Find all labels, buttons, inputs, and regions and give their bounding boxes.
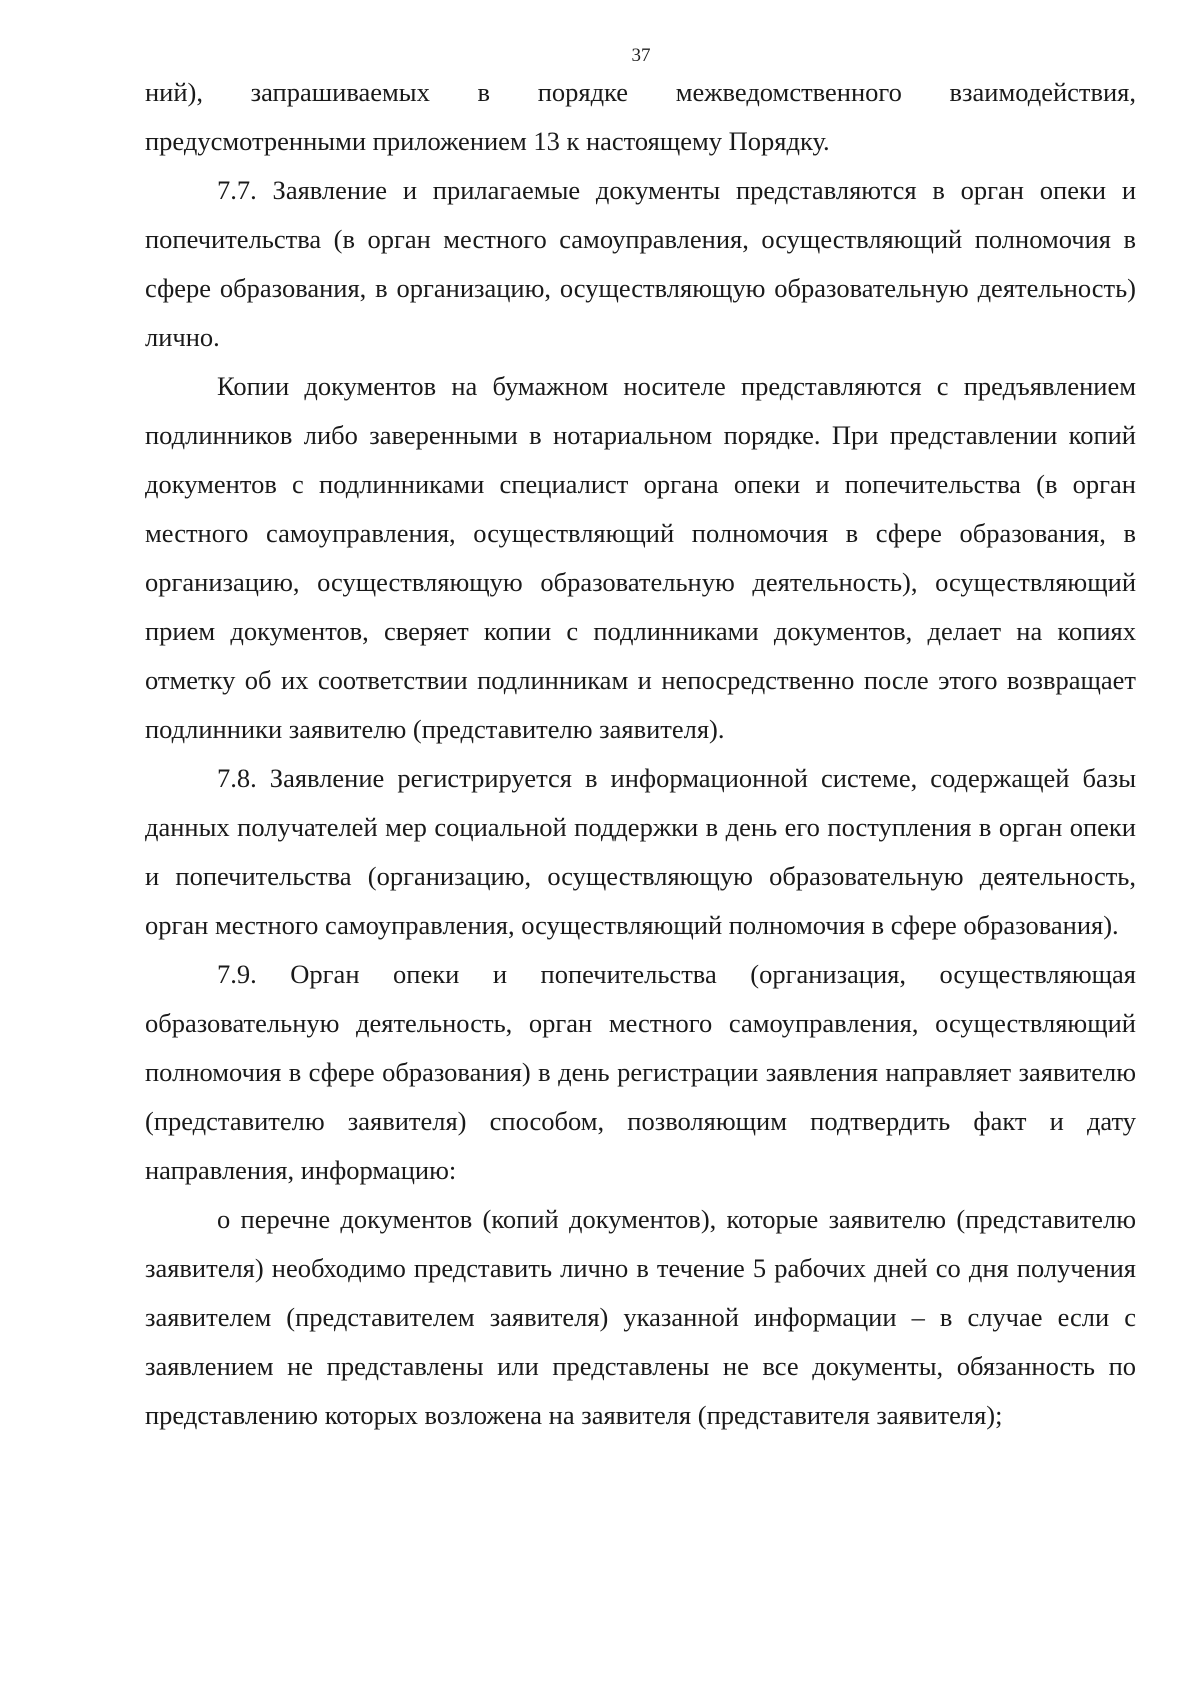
paragraph-document-list: о перечне документов (копий документов), которые заявителю (представителю заявителя) необходимо представить лично в течение 5 рабочих дней со дня получения заявителем (представителем заявителя) указанной информации – в случае если с заявлением не представлены или представлены не все документы, обязанность по представлению которых возложена на заявителя (представителя заявителя);	[145, 1204, 1136, 1430]
paragraph-continuation: ний), запрашиваемых в порядке межведомственного взаимодействия, предусмотренными приложением 13 к настоящему Порядку.	[145, 77, 1136, 156]
paragraph-7-9: 7.9. Орган опеки и попечительства (организация, осуществляющая образовательную деятельность, орган местного самоуправления, осуществляющий полномочия в сфере образования) в день регистрации заявления направляет заявителю (представителю заявителя) способом, позволяющим подтвердить факт и дату направления, информацию:	[145, 959, 1136, 1185]
document-body	[145, 68, 1136, 1440]
paragraph-copies: Копии документов на бумажном носителе представляются с предъявлением подлинников либо заверенными в нотариальном порядке. При представлении копий документов с подлинниками специалист органа опеки и попечительства (в орган местного самоуправления, осуществляющий полномочия в сфере образования, в организацию, осуществляющую образовательную деятельность), осуществляющий прием документов, сверяет копии с подлинниками документов, делает на копиях отметку об их соответствии подлинникам и непосредственно после этого возвращает подлинники заявителю (представителю заявителя).	[145, 371, 1136, 744]
paragraph-7-8: 7.8. Заявление регистрируется в информационной системе, содержащей базы данных получателей мер социальной поддержки в день его поступления в орган опеки и попечительства (организацию, осуществляющую образовательную деятельность, орган местного самоуправления, осуществляющий полномочия в сфере образования).	[145, 763, 1136, 940]
page-number: 37	[631, 45, 651, 66]
paragraph-7-7: 7.7. Заявление и прилагаемые документы представляются в орган опеки и попечительства (в орган местного самоуправления, осуществляющий полномочия в сфере образования, в организацию, осуществляющую образовательную деятельность) лично.	[145, 175, 1136, 352]
